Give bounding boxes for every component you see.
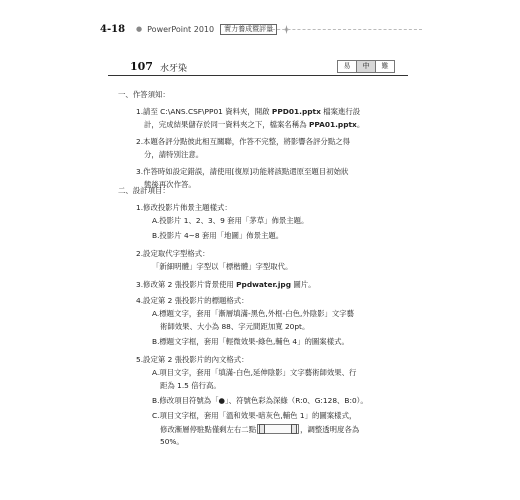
design-subitem: 50%。	[160, 437, 184, 446]
instruction-line: 1.請至 C:\ANS.CSF\PP01 資料夾，開啟 PPD01.pptx 檔案進行設	[136, 107, 361, 116]
design-item: 5.設定第 2 張投影片的內文格式：	[136, 355, 249, 364]
instruction-line: 分，請特別注意。	[144, 150, 204, 159]
design-subitem: A.標題文字，套用「漸層填滿-黑色,外框-白色,外陰影」文字藝	[152, 309, 355, 318]
section-heading: 二、設計項目：	[118, 186, 170, 195]
design-subitem: C.項目文字框，套用「溫和效果-暗灰色,輔色 1」的圖案樣式，	[152, 411, 357, 420]
design-subitem: A.投影片 1、2、3、9 套用「茅草」佈景主題。	[152, 216, 309, 225]
instruction-line: 2.本題各評分點彼此相互關聯，作答不完整，將影響各評分點之得	[136, 137, 350, 146]
separator-dot-icon: ●	[136, 25, 143, 33]
design-item: 3.修改第 2 張投影片背景使用 Ppdwater.jpg 圖片。	[136, 280, 316, 289]
design-subitem: B.修改項目符號為「●」、符號色彩為深綠（R:0、G:128、B:0）。	[152, 396, 368, 405]
design-subitem: 術師效果、大小為 88、字元間距加寬 20pt。	[160, 322, 310, 331]
difficulty-level-0: 易	[337, 60, 357, 73]
difficulty-level-1: 中	[356, 60, 376, 73]
instruction-line: 3.作答時如設定錯誤，請使用[復原]功能將該點還原至題目初始狀	[136, 167, 349, 176]
page-number: 4-18	[100, 23, 126, 35]
design-item: 4.設定第 2 張投影片的標題格式：	[136, 296, 249, 305]
difficulty-level-2: 難	[375, 60, 395, 73]
design-item: 2.設定取代字型格式：	[136, 249, 210, 258]
design-subitem: 「新細明體」字型以「標楷體」字型取代。	[152, 262, 293, 271]
design-subitem: 修改漸層停駐點僅剩左右二點 ，調整透明度各為	[160, 425, 360, 434]
design-subitem: A.項目文字，套用「填滿-白色,延伸陰影」文字藝術師效果、行	[152, 368, 357, 377]
design-item: 1.修改投影片佈景主題樣式：	[136, 203, 232, 212]
instruction-line: 計，完成結果儲存於同一資料夾之下，檔案名稱為 PPA01.pptx。	[144, 120, 365, 129]
question-number: 107	[130, 60, 153, 73]
design-subitem: B.標題文字框，套用「輕微效果-綠色,輔色 4」的圖案樣式。	[152, 337, 349, 346]
app-name: PowerPoint 2010	[147, 24, 215, 34]
book-title-badge: 實力養成暨評量	[220, 24, 277, 35]
instruction-line: 態後再次作答。	[144, 180, 196, 189]
design-subitem: 距為 1.5 倍行高。	[160, 381, 221, 390]
design-subitem: B.投影片 4~8 套用「地圖」佈景主題。	[152, 231, 284, 240]
section-heading: 一、作答須知：	[118, 90, 170, 99]
gradient-stop-slider-icon	[257, 424, 299, 434]
question-title: 水牙染	[160, 64, 188, 74]
